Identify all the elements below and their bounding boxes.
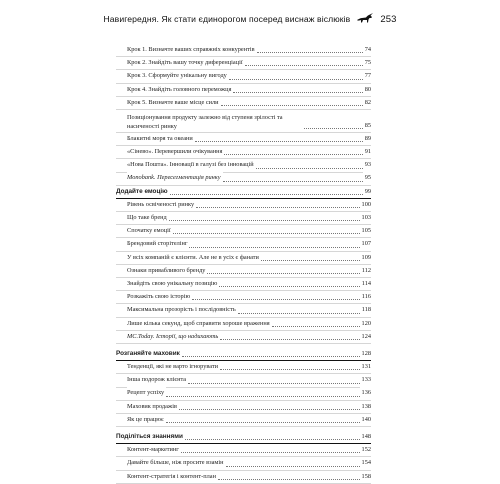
toc-entry[interactable]: У всіх компаній є клієнти. Але не в усіх є фанати 109	[116, 252, 371, 265]
toc-section-flywheel[interactable]: Розганяйте маховик 128	[116, 348, 371, 361]
toc-entry[interactable]: Monobank. Пересегментація ринку 95	[116, 173, 371, 186]
toc-entry[interactable]: Крок 4. Знайдіть головного переможця 80	[116, 84, 371, 97]
toc-entry[interactable]: Крок 1. Визначте ваших справжніх конкурентів 74	[116, 44, 371, 57]
toc-entry[interactable]: Лише кілька секунд, щоб справити хороше враження 120	[116, 318, 371, 331]
header-title: Навигередня. Як стати єдинорогом посеред виснаж віслюків	[103, 14, 351, 24]
toc-entry[interactable]: Тенденції, які не варто ігнорувати 131	[116, 361, 371, 374]
table-of-contents	[116, 44, 371, 484]
toc-entry[interactable]: Маховик продажів 138	[116, 401, 371, 414]
toc-entry[interactable]: Спочатку емоції 105	[116, 225, 371, 238]
toc-entry[interactable]: Максимальна прозорість і послідовність 118	[116, 304, 371, 317]
toc-entry[interactable]: Розкажіть свою історію 116	[116, 291, 371, 304]
toc-entry[interactable]: Блакитні моря та океани 89	[116, 133, 371, 146]
toc-section-share[interactable]: Поділіться знаннями 148	[116, 431, 371, 444]
toc-entry[interactable]: Контент-стратегія і контент-план 158	[116, 471, 371, 484]
toc-entry[interactable]: Рівень освіченості ринку 100	[116, 199, 371, 212]
toc-entry[interactable]: Брендовий сторітелінг 107	[116, 238, 371, 251]
toc-entry[interactable]: Що таке бренд 103	[116, 212, 371, 225]
toc-entry[interactable]: Знайдіть свою унікальну позицію 114	[116, 278, 371, 291]
toc-entry[interactable]: Давайте більше, ніж просите взамін 154	[116, 457, 371, 470]
header-page-number: 253	[380, 13, 397, 25]
toc-entry[interactable]: Позиціонування продукту залежно від ступеня зрілості та насиченості ринку 85	[116, 110, 371, 133]
toc-entry[interactable]: «Сінево». Перевершили очікування 91	[116, 146, 371, 159]
toc-section-emotion[interactable]: Додайте емоцію 99	[116, 186, 371, 199]
unicorn-icon	[356, 13, 374, 25]
running-header	[0, 10, 500, 28]
toc-entry[interactable]: Крок 2. Знайдіть вашу точку диференціації 75	[116, 57, 371, 70]
toc-entry[interactable]: Крок 5. Визначте ваше місце сили 82	[116, 97, 371, 110]
toc-entry[interactable]: Як це працює 140	[116, 414, 371, 427]
toc-entry[interactable]: Інша подорож клієнта 133	[116, 374, 371, 387]
toc-entry[interactable]: Рецепт успіху 136	[116, 388, 371, 401]
toc-entry[interactable]: MC.Today. Історії, що надихають 124	[116, 331, 371, 344]
toc-entry[interactable]: «Нова Пошта». Інновації в галузі без інновацій 93	[116, 159, 371, 172]
toc-entry[interactable]: Крок 3. Сформуйте унікальну вигоду 77	[116, 70, 371, 83]
toc-entry[interactable]: Ознаки привабливого бренду 112	[116, 265, 371, 278]
toc-entry[interactable]: Контент-маркетинг 152	[116, 444, 371, 457]
